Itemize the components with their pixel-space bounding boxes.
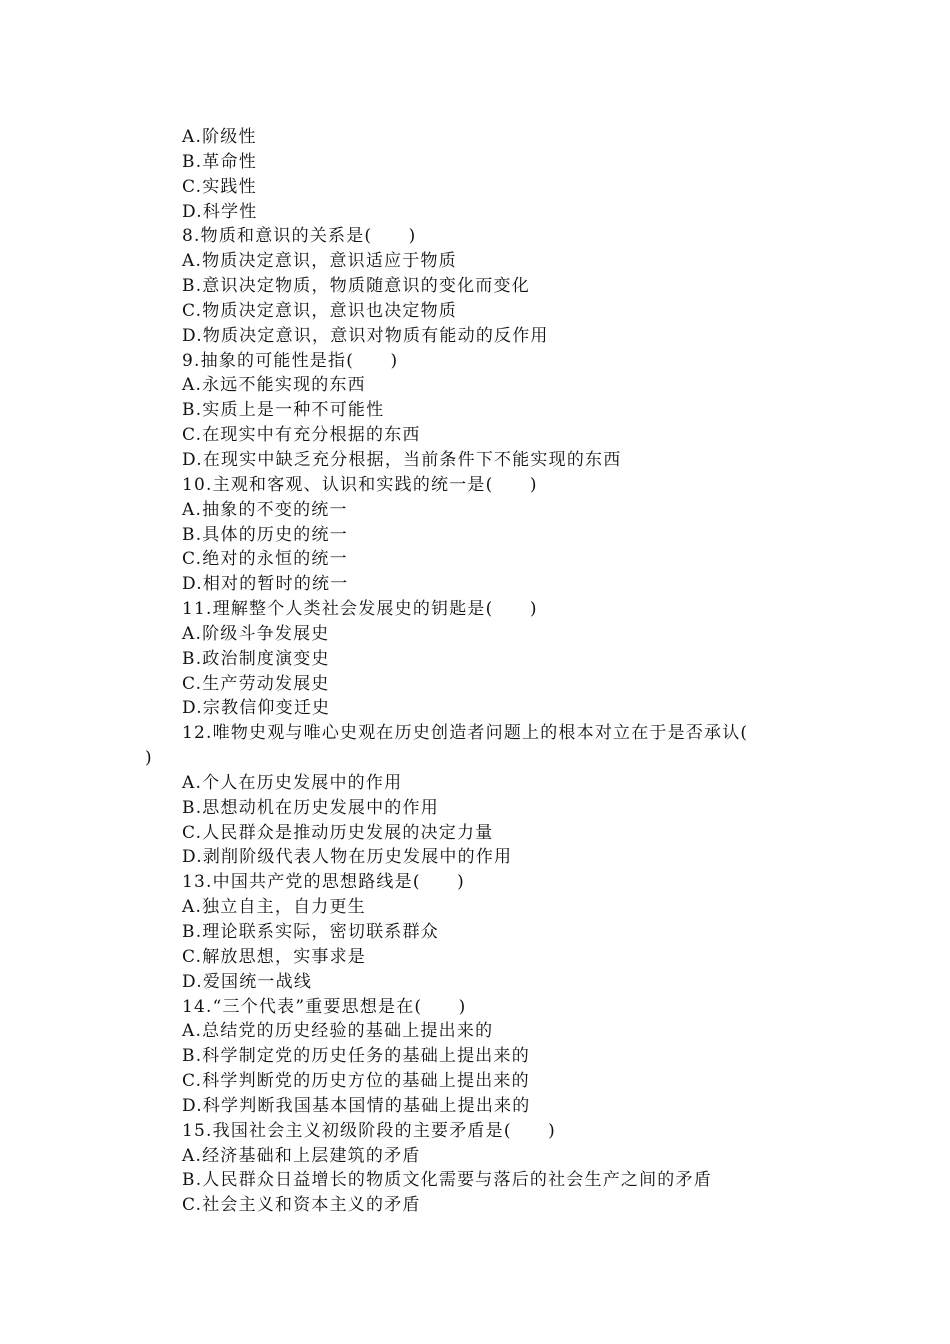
option-line: A.阶级性	[182, 127, 257, 147]
option-line: B.政治制度演变史	[182, 648, 330, 669]
option-line: A.独立自主，自力更生	[182, 897, 366, 918]
question-line: 9.抽象的可能性是指( )	[182, 350, 399, 371]
question-line: 11.理解整个人类社会发展史的钥匙是( )	[182, 599, 538, 620]
option-line: D.科学性	[182, 201, 258, 222]
option-line: D.爱国统一战线	[182, 971, 313, 992]
option-line: B.理论联系实际，密切联系群众	[182, 922, 439, 942]
option-line: A.总结党的历史经验的基础上提出来的	[182, 1021, 494, 1042]
option-line: A.永远不能实现的东西	[182, 375, 366, 396]
option-line: C.人民群众是推动历史发展的决定力量	[182, 822, 494, 843]
question-line: 13.中国共产党的思想路线是( )	[182, 872, 465, 893]
option-line: C.生产劳动发展史	[182, 673, 330, 694]
option-line: A.物质决定意识，意识适应于物质	[182, 251, 457, 272]
question-line: 12.唯物史观与唯心史观在历史创造者问题上的根本对立在于是否承认(	[182, 723, 749, 744]
option-line: D.科学判断我国基本国情的基础上提出来的	[182, 1095, 531, 1116]
option-line: B.具体的历史的统一	[182, 524, 348, 545]
option-line: C.实践性	[182, 176, 257, 197]
option-line: A.阶级斗争发展史	[182, 623, 330, 644]
option-line: A.经济基础和上层建筑的矛盾	[182, 1145, 421, 1166]
option-line: C.解放思想，实事求是	[182, 946, 367, 967]
option-line: C.物质决定意识，意识也决定物质	[182, 300, 458, 321]
question-line: 15.我国社会主义初级阶段的主要矛盾是( )	[182, 1120, 556, 1141]
option-line: D.在现实中缺乏充分根据，当前条件下不能实现的东西	[182, 449, 622, 470]
option-line: D.相对的暂时的统一	[182, 574, 349, 595]
question-line: 14.“三个代表”重要思想是在( )	[182, 996, 467, 1017]
question-list	[145, 125, 805, 1218]
option-line: B.思想动机在历史发展中的作用	[182, 797, 439, 818]
option-line: B.科学制定党的历史任务的基础上提出来的	[182, 1046, 530, 1067]
question-line: 10.主观和客观、认识和实践的统一是( )	[182, 474, 538, 495]
question-line: 8.物质和意识的关系是( )	[182, 226, 417, 247]
option-line: D.剥削阶级代表人物在历史发展中的作用	[182, 847, 513, 868]
question-line-continuation: )	[145, 748, 153, 769]
option-line: C.在现实中有充分根据的东西	[182, 425, 421, 446]
option-line: B.革命性	[182, 151, 257, 172]
option-line: B.意识决定物质，物质随意识的变化而变化	[182, 276, 530, 297]
option-line: D.宗教信仰变迁史	[182, 698, 331, 719]
option-line: B.人民群众日益增长的物质文化需要与落后的社会生产之间的矛盾	[182, 1170, 712, 1191]
option-line: C.社会主义和资本主义的矛盾	[182, 1195, 421, 1216]
option-line: B.实质上是一种不可能性	[182, 400, 385, 421]
option-line: D.物质决定意识，意识对物质有能动的反作用	[182, 325, 549, 346]
option-line: A.抽象的不变的统一	[182, 499, 348, 520]
option-line: C.绝对的永恒的统一	[182, 549, 348, 570]
option-line: A.个人在历史发展中的作用	[182, 772, 403, 793]
option-line: C.科学判断党的历史方位的基础上提出来的	[182, 1071, 530, 1092]
